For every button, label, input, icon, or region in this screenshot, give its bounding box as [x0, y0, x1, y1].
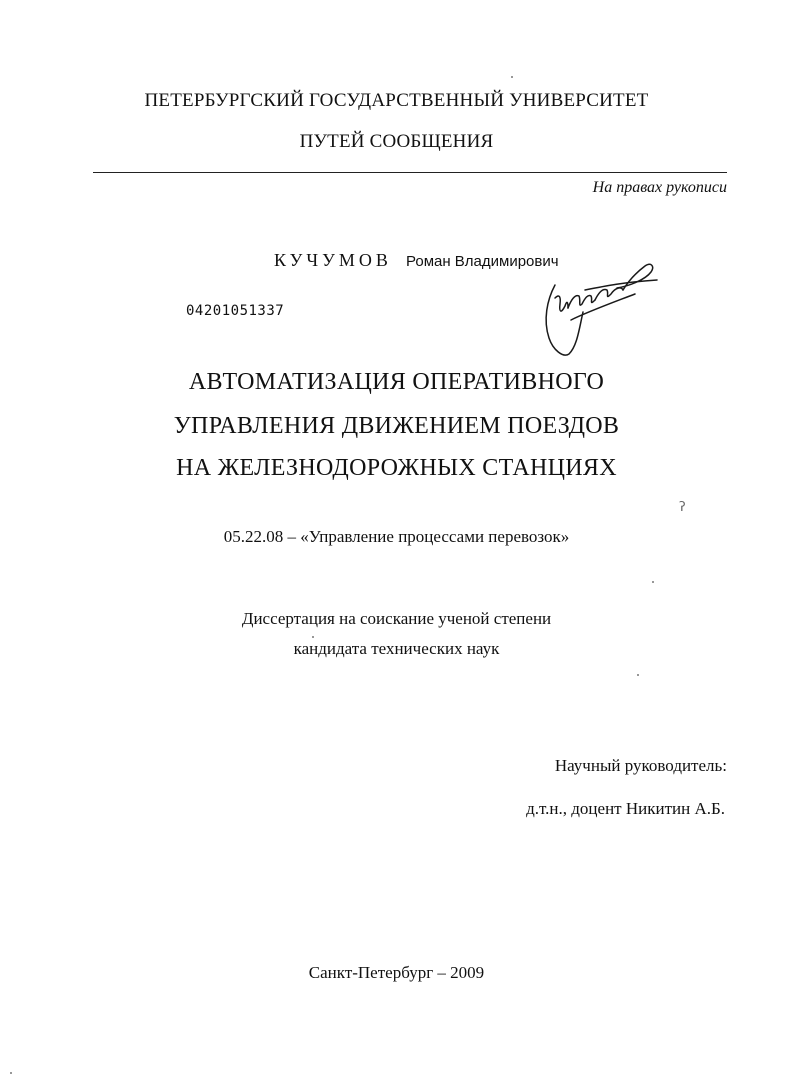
university-name-line2: ПУТЕЙ СООБЩЕНИЯ	[299, 131, 494, 152]
supervisor-label: Научный руководитель:	[554, 756, 727, 775]
manuscript-rights-note: На правах рукописи	[592, 179, 727, 196]
scan-speck	[10, 1072, 12, 1074]
author-given-names: Роман Владимирович	[406, 253, 559, 270]
header-divider	[93, 172, 727, 173]
place-and-year: Санкт-Петербург – 2009	[308, 963, 485, 982]
scan-speck	[312, 636, 314, 638]
supervisor-name: д.т.н., доцент Никитин А.Б.	[526, 799, 725, 818]
degree-statement-line1: Диссертация на соискание ученой степени	[241, 609, 552, 628]
registration-number: 04201051337	[186, 303, 285, 319]
dissertation-title-line3: НА ЖЕЛЕЗНОДОРОЖНЫХ СТАНЦИЯХ	[176, 455, 617, 481]
author-surname: КУЧУМОВ	[274, 250, 392, 270]
specialty-code: 05.22.08 – «Управление процессами перевозок»	[223, 527, 570, 546]
scan-speck	[652, 581, 654, 583]
scan-speck	[637, 674, 639, 676]
scan-speck	[511, 76, 513, 78]
degree-statement-line2: кандидата технических наук	[293, 639, 500, 658]
university-name-line1: ПЕТЕРБУРГСКИЙ ГОСУДАРСТВЕННЫЙ УНИВЕРСИТЕТ	[144, 90, 649, 111]
dissertation-title-line1: АВТОМАТИЗАЦИЯ ОПЕРАТИВНОГО	[188, 369, 605, 395]
dissertation-title-line2: УПРАВЛЕНИЯ ДВИЖЕНИЕМ ПОЕЗДОВ	[173, 413, 620, 439]
author-signature	[525, 250, 665, 365]
margin-mark: ʔ	[679, 500, 686, 515]
